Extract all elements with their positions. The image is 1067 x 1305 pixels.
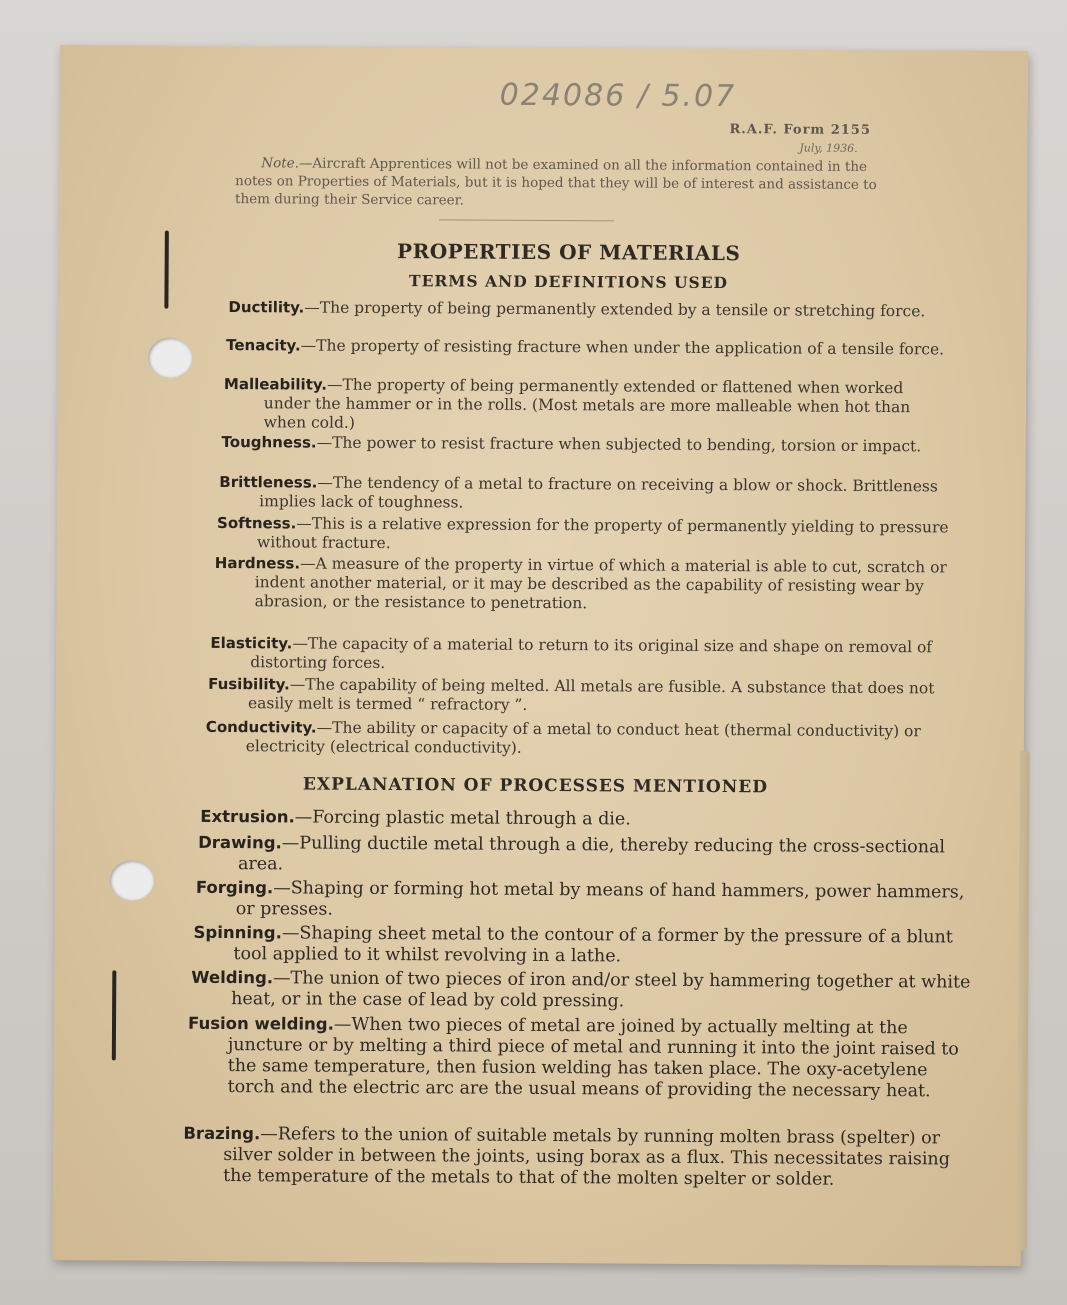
definition-text: —The ability or capacity of a metal to conduct heat (thermal conductivity) or electricity (electrical conductivity). [245,718,921,757]
punch-hole-top [148,338,192,378]
definition-term: Hardness. [214,553,301,573]
process-term: Welding. [191,967,274,988]
form-date: July, 1936. [799,141,858,155]
definition-term: Toughness. [221,432,317,452]
divider-rule [439,219,614,221]
definition-item [206,718,958,761]
definition-item [222,433,950,456]
process-item [200,806,970,833]
process-text: —Refers to the union of suitable metals by running molten brass (spelter) or silver solder in between the joints, using borax as a flux. This necessitates raising the temperature of the metals to that of the molten spelter or solder. [223,1124,951,1190]
definition-term: Elasticity. [210,633,293,653]
process-item [198,832,972,880]
process-item [191,967,977,1015]
handwritten-code: 024086 / 5.07 [499,77,737,115]
definition-item [215,554,953,616]
process-text: —When two pieces of metal are joined by actually melting at the juncture or by melting a third piece of metal and running it into the joint raised to the same temperature, then fusion welding has taken place. The oxy-acetylene torch and the electric arc are the usual means of providing the necessary heat. [227,1014,959,1102]
definition-item [224,375,948,436]
definition-text: —The capability of being melted. All metals are fusible. A substance that does not easily melt is termed “ refractory ”. [247,675,935,714]
definition-term: Fusibility. [208,674,290,694]
definition-item [226,336,946,359]
definition-text: —The property of resisting fracture when under the application of a tensile force. [300,336,945,359]
process-term: Drawing. [198,832,282,853]
definition-term: Malleability. [223,375,328,394]
process-item [193,922,975,970]
section-title-processes: EXPLANATION OF PROCESSES MENTIONED [302,774,769,798]
definition-term: Softness. [217,513,297,533]
process-term: Brazing. [183,1123,261,1144]
form-number: R.A.F. Form 2155 [729,122,871,138]
note-lead: Note. [261,155,299,172]
definition-item [217,514,951,556]
process-text: —Shaping sheet metal to the contour of a former by the pressure of a blunt tool applied to it whilst revolving in a lathe. [233,923,953,967]
process-text: —The union of two pieces of iron and/or steel by hammering together at white heat, or in the case of lead by cold pressing. [231,968,971,1012]
punch-hole-bottom [110,860,154,900]
binding-stitch-bottom [112,970,117,1060]
definition-item [210,634,954,677]
binding-stitch-top [164,231,168,309]
process-term: Spinning. [193,922,282,943]
definition-term: Conductivity. [205,717,317,737]
definition-item [219,473,949,515]
definition-text: —A measure of the property in virtue of which a material is able to cut, scratch or indent another material, or it may be described as the capability of resisting wear by abrasion, or the resistance to penetration. [254,554,947,613]
process-item [183,1123,981,1192]
process-item [196,877,974,925]
definition-text: —The power to resist fracture when subjected to bending, torsion or impact. [316,433,922,456]
definition-text: —The property of being permanently extended by a tensile or stretching force. [304,298,926,321]
process-term: Forging. [195,877,274,898]
process-text: —Forcing plastic metal through a die. [294,807,631,830]
section-title-terms: TERMS AND DEFINITIONS USED [409,271,729,293]
definition-text: —The tendency of a metal to fracture on receiving a blow or shock. Brittleness implies lack of toughness. [259,473,938,512]
document-page [53,45,1028,1266]
definition-term: Ductility. [228,298,305,317]
definition-text: —The capacity of a material to return to its original size and shape on removal of distorting forces. [250,634,933,672]
definition-text: —This is a relative expression for the property of permanently yielding to pressure without fracture. [256,514,949,553]
definition-text: —The property of being permanently extended or flattened when worked under the hammer or in the rolls. (Most metals are more malleable when hot than when cold.) [263,375,911,432]
process-text: —Shaping or forming hot metal by means of hand hammers, power hammers, or presses. [235,878,965,920]
process-term: Fusion welding. [187,1013,334,1034]
process-item [188,1013,981,1103]
note-paragraph [235,154,895,212]
note-text: —Aircraft Apprentices will not be examined on all the information contained in the notes on Properties of Materials, but it is hoped that they will be of interest and assistance to them during their Service career. [235,155,877,209]
process-term: Extrusion. [200,806,295,827]
definition-term: Tenacity. [226,336,301,355]
definition-item [208,675,956,718]
definition-term: Brittleness. [219,472,318,492]
page-title: PROPERTIES OF MATERIALS [397,239,741,266]
page-edge [1017,751,1030,1251]
definition-item [228,298,946,321]
process-text: —Pulling ductile metal through a die, thereby reducing the cross-sectional area. [237,833,946,875]
